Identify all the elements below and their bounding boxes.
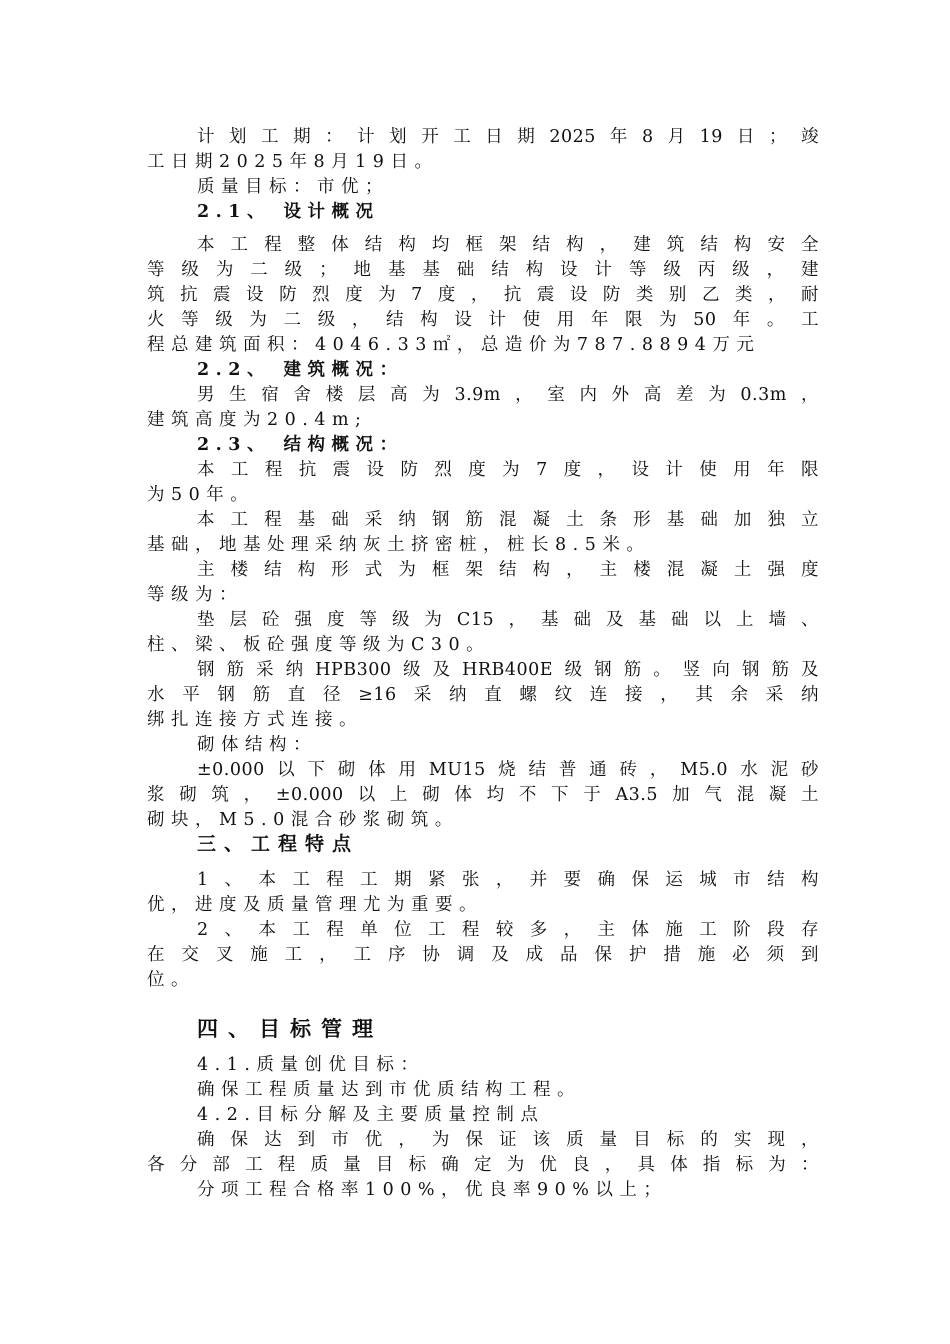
text-line: 2、本工程单位工程较多，主体施工阶段存 [197,920,819,940]
text-line: 4.2.目标分解及主要质量控制点 [197,1105,545,1125]
text-line: 主楼结构形式为框架结构，主楼混凝土强度 [197,560,819,580]
text-line: 砌体结构： [197,735,317,755]
text-line: 基础，地基处理采纳灰土挤密桩，桩长8.5米。 [147,535,651,555]
text-line: 2.3、 结构概况： [197,435,404,455]
text-line: 分项工程合格率100%，优良率90%以上； [197,1180,668,1200]
text-line: 绑扎连接方式连接。 [147,710,363,730]
text-line: 三、工程特点 [197,833,360,855]
text-line: 程总建筑面积：4046.33㎡，总造价为787.8894万元 [147,335,761,355]
text-line: 4.1.质量创优目标： [197,1055,425,1075]
text-line: 等级为： [147,585,243,605]
text-line: 本工程基础采纳钢筋混凝土条形基础加独立 [197,510,819,530]
text-line: 柱、梁、板砼强度等级为C30。 [147,635,491,655]
text-line: 本工程抗震设防烈度为7度，设计使用年限 [197,460,819,480]
text-line: 优，进度及质量管理尤为重要。 [147,895,483,915]
text-line: 垫层砼强度等级为C15，基础及基础以上墙、 [197,610,819,630]
text-line: 质量目标：市优； [197,177,389,197]
text-line: 筑抗震设防烈度为7度，抗震设防类别乙类，耐 [147,285,819,305]
text-line: 2.2、 建筑概况： [197,360,404,380]
text-line: 2.1、 设计概况 [197,202,380,222]
text-line: ±0.000以下砌体用MU15烧结普通砖，M5.0水泥砂 [197,760,819,780]
text-line: 等级为二级；地基基础结构设计等级丙级，建 [147,260,819,280]
text-line: 火等级为二级，结构设计使用年限为50年。工 [147,310,819,330]
text-line: 浆砌筑，±0.000以上砌体均不下于A3.5加气混凝土 [147,785,819,805]
text-line: 钢筋采纳HPB300级及HRB400E级钢筋。竖向钢筋及 [197,660,819,680]
text-line: 在交叉施工，工序协调及成品保护措施必须到 [147,945,819,965]
text-line: 1、本工程工期紧张，并要确保运城市结构 [197,870,819,890]
text-line: 水平钢筋直径≥16采纳直螺纹连接，其余采纳 [147,685,819,705]
text-line: 确保达到市优，为保证该质量目标的实现， [197,1130,819,1150]
text-line: 建筑高度为20.4m; [147,410,368,430]
text-line: 各分部工程质量目标确定为优良，具体指标为： [147,1155,819,1175]
text-line: 工日期2025年8月19日。 [147,152,439,172]
text-line: 确保工程质量达到市优质结构工程。 [197,1080,581,1100]
text-line: 四、目标管理 [197,1016,383,1041]
text-line: 为50年。 [147,485,255,505]
text-line: 砌块，M5.0混合砂浆砌筑。 [147,810,459,830]
text-line: 位。 [147,970,195,990]
text-line: 计划工期：计划开工日期2025年8月19日；竣 [197,127,819,147]
text-line: 本工程整体结构均框架结构，建筑结构安全 [197,235,819,255]
text-line: 男生宿舍楼层高为3.9m，室内外高差为0.3m， [197,385,819,405]
